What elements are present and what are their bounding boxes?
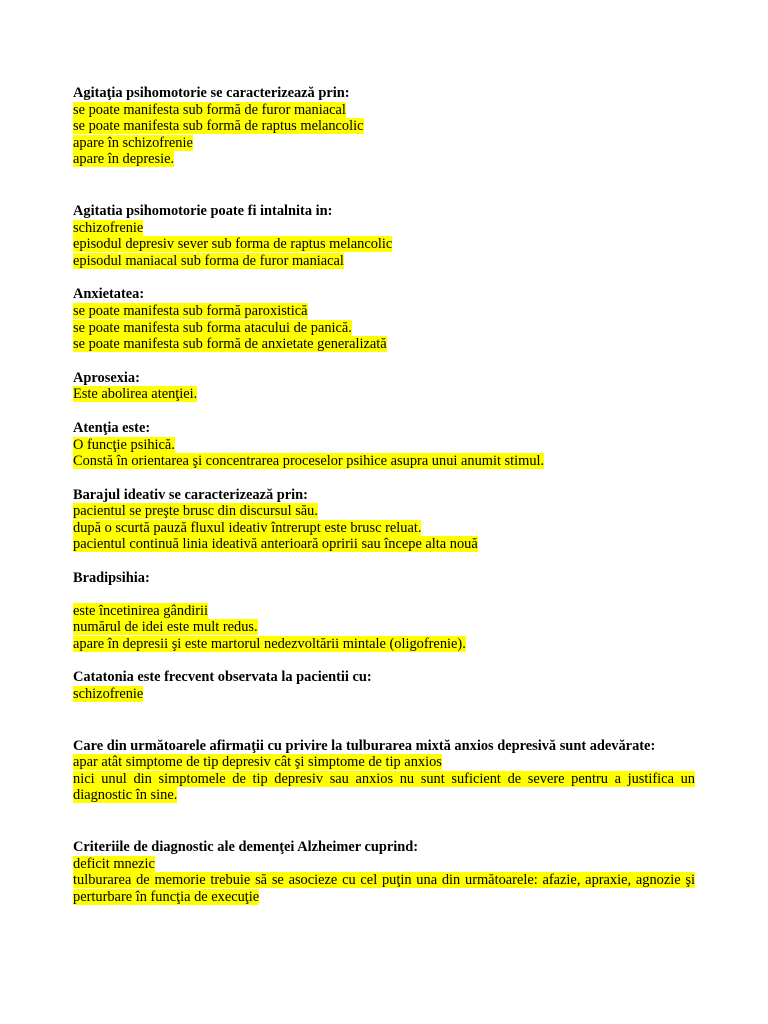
- qa-section: [73, 738, 695, 804]
- spacer: [73, 804, 695, 839]
- qa-section: [73, 487, 695, 553]
- highlighted-answer: deficit mnezic: [73, 855, 155, 872]
- highlighted-answer: se poate manifesta sub formă paroxistică: [73, 302, 308, 319]
- highlighted-answer: se poate manifesta sub formă de furor maniacal: [73, 101, 346, 118]
- spacer: [73, 553, 695, 570]
- highlighted-answer: episodul maniacal sub forma de furor maniacal: [73, 252, 344, 269]
- highlighted-answer: pacientul continuă linia ideativă anterioară opririi sau începe alta nouă: [73, 536, 478, 553]
- highlighted-answer: se poate manifesta sub formă de raptus melancolic: [73, 118, 364, 135]
- document-page: [73, 85, 695, 905]
- qa-section: [73, 85, 695, 168]
- question-heading: Barajul ideativ se caracterizează prin:: [73, 486, 308, 503]
- qa-section: [73, 420, 695, 470]
- question-heading: Criteriile de diagnostic ale demenţei Alzheimer cuprind:: [73, 839, 419, 855]
- highlighted-answer: este încetinirea gândirii: [73, 602, 209, 619]
- spacer: [73, 587, 695, 603]
- highlighted-answer: se poate manifesta sub forma atacului de panică.: [73, 319, 352, 336]
- highlighted-answer: apare în depresie.: [73, 151, 175, 168]
- highlighted-answer: se poate manifesta sub formă de anxietate generalizată: [73, 336, 387, 353]
- highlighted-answer: schizofrenie: [73, 219, 144, 236]
- spacer: [73, 269, 695, 286]
- spacer: [73, 470, 695, 487]
- highlighted-answer: O funcţie psihică.: [73, 436, 175, 453]
- highlighted-answer: după o scurtă pauză fluxul ideativ întrerupt este brusc reluat.: [73, 519, 422, 536]
- qa-section: [73, 570, 695, 652]
- highlighted-answer: episodul depresiv sever sub forma de raptus melancolic: [73, 236, 393, 253]
- highlighted-answer: apare în depresii şi este martorul nedezvoltării mintale (oligofrenie).: [73, 635, 466, 652]
- highlighted-answer: tulburarea de memorie trebuie să se asocieze cu cel puţin una din următoarele: afazie, apraxie, agnozie şi perturbare în funcţia de execuţie: [73, 872, 695, 905]
- question-heading: Atenţia este:: [73, 419, 151, 436]
- question-heading: Agitatia psihomotorie poate fi intalnita in:: [73, 202, 333, 219]
- spacer: [73, 703, 695, 738]
- question-heading: Aprosexia:: [73, 369, 140, 386]
- qa-section: [73, 370, 695, 403]
- question-heading: Agitaţia psihomotorie se caracterizează prin:: [73, 85, 350, 101]
- qa-section: [73, 286, 695, 352]
- qa-section: [73, 839, 695, 905]
- question-heading: Bradipsihia:: [73, 570, 150, 587]
- highlighted-answer: apare în schizofrenie: [73, 134, 193, 151]
- highlighted-answer: schizofrenie: [73, 686, 144, 703]
- highlighted-answer: Constă în orientarea şi concentrarea proceselor psihice asupra unui anumit stimul.: [73, 453, 545, 470]
- qa-section: [73, 669, 695, 702]
- question-heading: Catatonia este frecvent observata la pacientii cu:: [73, 669, 372, 686]
- spacer: [73, 353, 695, 370]
- question-heading: Care din următoarele afirmaţii cu privire la tulburarea mixtă anxios depresivă sunt adevărate:: [73, 737, 656, 754]
- question-heading: Anxietatea:: [73, 286, 145, 303]
- spacer: [73, 168, 695, 203]
- highlighted-answer: Este abolirea atenţiei.: [73, 386, 198, 403]
- spacer: [73, 403, 695, 420]
- highlighted-answer: pacientul se preşte brusc din discursul său.: [73, 503, 318, 520]
- highlighted-answer: numărul de idei este mult redus.: [73, 619, 258, 636]
- spacer: [73, 652, 695, 669]
- highlighted-answer: apar atât simptome de tip depresiv cât şi simptome de tip anxios: [73, 754, 442, 771]
- highlighted-answer: nici unul din simptomele de tip depresiv sau anxios nu sunt suficient de severe pentru a justifica un diagnostic în sine.: [73, 770, 695, 804]
- qa-section: [73, 203, 695, 269]
